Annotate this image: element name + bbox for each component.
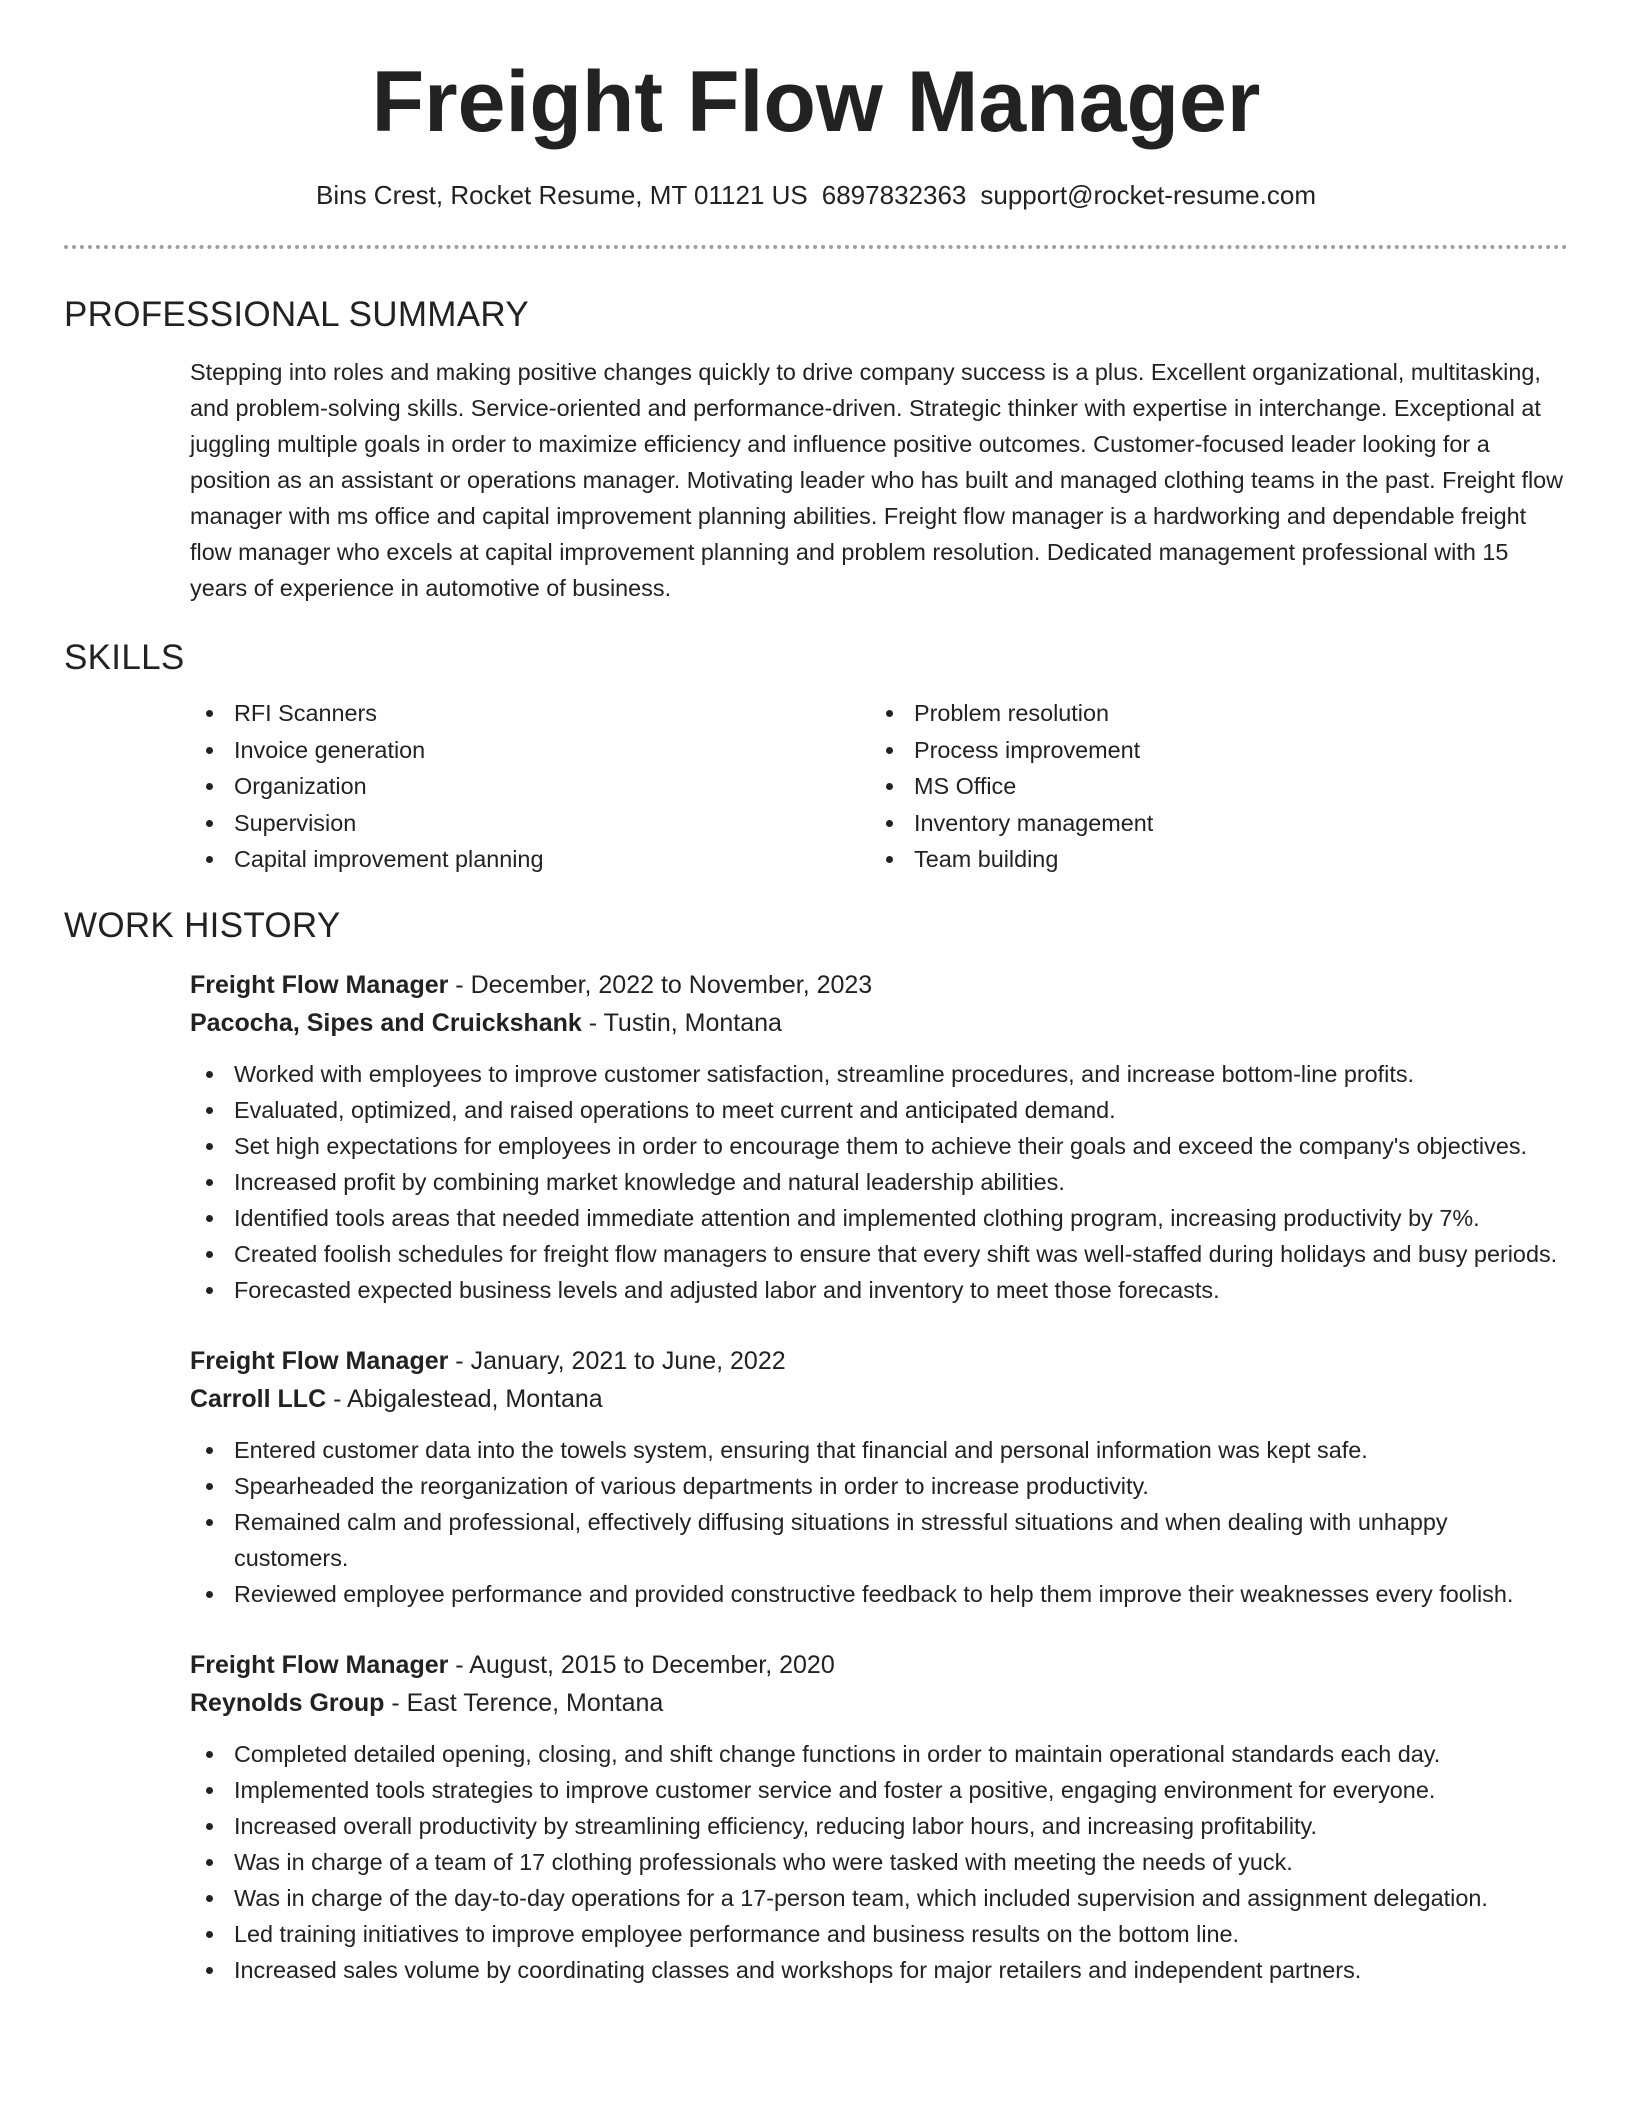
skill-item: Supervision xyxy=(190,805,870,842)
job-bullet: Evaluated, optimized, and raised operations to meet current and anticipated demand. xyxy=(190,1092,1568,1128)
job-bullet: Increased overall productivity by streamlining efficiency, reducing labor hours, and increasing profitability. xyxy=(190,1808,1568,1844)
job-bullet: Completed detailed opening, closing, and shift change functions in order to maintain operational standards each day. xyxy=(190,1736,1568,1772)
job-bullet: Created foolish schedules for freight flow managers to ensure that every shift was well-staffed during holidays and busy periods. xyxy=(190,1236,1568,1272)
summary-heading: PROFESSIONAL SUMMARY xyxy=(64,295,529,334)
job-dates: - August, 2015 to December, 2020 xyxy=(448,1650,835,1679)
job-bullets xyxy=(190,1056,1568,1308)
job-dates: - December, 2022 to November, 2023 xyxy=(448,970,873,999)
job-location: - Tustin, Montana xyxy=(581,1008,782,1037)
job-bullet: Identified tools areas that needed immediate attention and implemented clothing program, increasing productivity by 7%. xyxy=(190,1200,1568,1236)
skills-column-right xyxy=(870,695,1550,878)
job-bullets xyxy=(190,1736,1568,1988)
summary-text: Stepping into roles and making positive changes quickly to drive company success is a plus. Excellent organizational, multitasking, and problem-solving skills. Service-oriented and performance-driven. Strategic thinker with expertise in interchange. Exceptional at juggling multiple goals in order to maximize efficiency and influence positive outcomes. Customer-focused leader looking for a position as an assistant or operations manager. Motivating leader who has built and managed clothing teams in the past. Freight flow manager with ms office and capital improvement planning abilities. Freight flow manager is a hardworking and dependable freight flow manager who excels at capital improvement planning and problem resolution. Dedicated management professional with 15 years of experience in automotive of business. xyxy=(190,359,1564,601)
job-title: Freight Flow Manager xyxy=(190,1346,449,1375)
job-bullet: Led training initiatives to improve employee performance and business results on the bottom line. xyxy=(190,1916,1568,1952)
resume-name: Freight Flow Manager xyxy=(371,54,1261,150)
job-company-line xyxy=(190,1380,1568,1418)
skill-item: Inventory management xyxy=(870,805,1550,842)
job-entry xyxy=(190,1646,1568,1988)
contact-line xyxy=(64,178,1568,212)
contact-email: support@rocket-resume.com xyxy=(980,180,1316,210)
job-bullet: Worked with employees to improve customer satisfaction, streamline procedures, and increase bottom-line profits. xyxy=(190,1056,1568,1092)
job-bullet: Increased profit by combining market knowledge and natural leadership abilities. xyxy=(190,1164,1568,1200)
job-title-line xyxy=(190,1646,1568,1684)
job-bullet: Was in charge of the day-to-day operations for a 17-person team, which included supervision and assignment delegation. xyxy=(190,1880,1568,1916)
job-bullet: Forecasted expected business levels and adjusted labor and inventory to meet those forecasts. xyxy=(190,1272,1568,1308)
job-bullet: Spearheaded the reorganization of various departments in order to increase productivity. xyxy=(190,1468,1568,1504)
job-location: - Abigalestead, Montana xyxy=(326,1384,603,1413)
work-history-heading: WORK HISTORY xyxy=(64,905,341,945)
job-title: Freight Flow Manager xyxy=(190,1650,449,1679)
job-company: Carroll LLC xyxy=(190,1384,327,1413)
skills-heading: SKILLS xyxy=(64,638,185,677)
job-company: Reynolds Group xyxy=(190,1688,385,1717)
job-bullet: Was in charge of a team of 17 clothing professionals who were tasked with meeting the needs of yuck. xyxy=(190,1844,1568,1880)
header-divider xyxy=(64,245,1568,249)
job-bullet: Set high expectations for employees in order to encourage them to achieve their goals and exceed the company's objectives. xyxy=(190,1128,1568,1164)
skills-list xyxy=(190,695,1568,878)
job-title: Freight Flow Manager xyxy=(190,970,449,999)
job-bullet: Reviewed employee performance and provided constructive feedback to help them improve their weaknesses every foolish. xyxy=(190,1576,1568,1612)
skill-item: Capital improvement planning xyxy=(190,841,870,878)
skill-item: Team building xyxy=(870,841,1550,878)
job-company-line xyxy=(190,1004,1568,1042)
job-location: - East Terence, Montana xyxy=(384,1688,664,1717)
job-entry xyxy=(190,1342,1568,1612)
resume-page xyxy=(64,0,1568,1988)
job-bullet: Entered customer data into the towels system, ensuring that financial and personal information was kept safe. xyxy=(190,1432,1568,1468)
contact-phone: 6897832363 xyxy=(821,180,967,210)
job-bullets xyxy=(190,1432,1568,1612)
job-title-line xyxy=(190,1342,1568,1380)
skill-item: Invoice generation xyxy=(190,732,870,769)
job-bullet: Implemented tools strategies to improve customer service and foster a positive, engaging environment for everyone. xyxy=(190,1772,1568,1808)
job-company-line xyxy=(190,1684,1568,1722)
job-entry xyxy=(190,966,1568,1308)
skill-item: MS Office xyxy=(870,768,1550,805)
job-title-line xyxy=(190,966,1568,1004)
job-bullet: Increased sales volume by coordinating classes and workshops for major retailers and independent partners. xyxy=(190,1952,1568,1988)
job-company: Pacocha, Sipes and Cruickshank xyxy=(190,1008,582,1037)
job-bullet: Remained calm and professional, effectively diffusing situations in stressful situations and when dealing with unhappy customers. xyxy=(190,1504,1568,1576)
skill-item: Process improvement xyxy=(870,732,1550,769)
skills-column-left xyxy=(190,695,870,878)
skill-item: Problem resolution xyxy=(870,695,1550,732)
skill-item: RFI Scanners xyxy=(190,695,870,732)
contact-address: Bins Crest, Rocket Resume, MT 01121 US xyxy=(315,180,808,210)
skill-item: Organization xyxy=(190,768,870,805)
job-dates: - January, 2021 to June, 2022 xyxy=(448,1346,786,1375)
